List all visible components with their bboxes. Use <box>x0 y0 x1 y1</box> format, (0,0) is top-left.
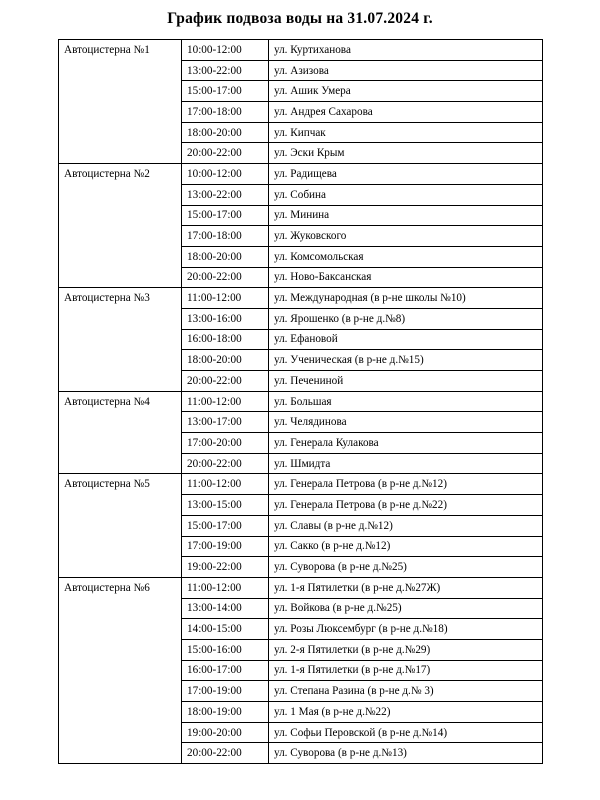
address-cell: ул. Эски Крым <box>269 143 543 164</box>
time-cell: 16:00-18:00 <box>182 329 269 350</box>
schedule-body <box>59 40 543 764</box>
time-cell: 15:00-17:00 <box>182 515 269 536</box>
time-cell: 10:00-12:00 <box>182 164 269 185</box>
address-cell: ул. Ученическая (в р-не д.№15) <box>269 350 543 371</box>
time-cell: 13:00-16:00 <box>182 308 269 329</box>
time-cell: 17:00-18:00 <box>182 226 269 247</box>
address-cell: ул. Комсомольская <box>269 246 543 267</box>
time-cell: 17:00-19:00 <box>182 681 269 702</box>
time-cell: 15:00-16:00 <box>182 639 269 660</box>
time-cell: 11:00-12:00 <box>182 577 269 598</box>
table-row <box>59 164 543 185</box>
time-cell: 18:00-19:00 <box>182 702 269 723</box>
table-row <box>59 40 543 61</box>
tanker-name-cell: Автоцистерна №3 <box>59 288 182 391</box>
tanker-name-cell: Автоцистерна №2 <box>59 164 182 288</box>
time-cell: 17:00-20:00 <box>182 433 269 454</box>
address-cell: ул. 1-я Пятилетки (в р-не д.№27Ж) <box>269 577 543 598</box>
time-cell: 20:00-22:00 <box>182 143 269 164</box>
tanker-name-cell: Автоцистерна №5 <box>59 474 182 577</box>
address-cell: ул. Челядинова <box>269 412 543 433</box>
table-row <box>59 474 543 495</box>
table-row <box>59 288 543 309</box>
table-row <box>59 577 543 598</box>
address-cell: ул. 1-я Пятилетки (в р-не д.№17) <box>269 660 543 681</box>
address-cell: ул. Жуковского <box>269 226 543 247</box>
tanker-name-cell: Автоцистерна №6 <box>59 577 182 763</box>
page-title: График подвоза воды на 31.07.2024 г. <box>167 10 433 27</box>
time-cell: 16:00-17:00 <box>182 660 269 681</box>
address-cell: ул. Генерала Петрова (в р-не д.№22) <box>269 495 543 516</box>
time-cell: 18:00-20:00 <box>182 246 269 267</box>
address-cell: ул. Ново-Баксанская <box>269 267 543 288</box>
address-cell: ул. Большая <box>269 391 543 412</box>
time-cell: 15:00-17:00 <box>182 205 269 226</box>
time-cell: 19:00-22:00 <box>182 557 269 578</box>
time-cell: 13:00-15:00 <box>182 495 269 516</box>
address-cell: ул. Азизова <box>269 60 543 81</box>
address-cell: ул. Генерала Кулакова <box>269 433 543 454</box>
table-row <box>59 391 543 412</box>
schedule-table <box>58 39 543 764</box>
address-cell: ул. Минина <box>269 205 543 226</box>
address-cell: ул. Ефановой <box>269 329 543 350</box>
address-cell: ул. Войкова (в р-не д.№25) <box>269 598 543 619</box>
address-cell: ул. Ярошенко (в р-не д.№8) <box>269 308 543 329</box>
time-cell: 13:00-22:00 <box>182 184 269 205</box>
time-cell: 14:00-15:00 <box>182 619 269 640</box>
address-cell: ул. Собина <box>269 184 543 205</box>
time-cell: 15:00-17:00 <box>182 81 269 102</box>
address-cell: ул. Кипчак <box>269 122 543 143</box>
time-cell: 11:00-12:00 <box>182 391 269 412</box>
time-cell: 20:00-22:00 <box>182 371 269 392</box>
time-cell: 19:00-20:00 <box>182 722 269 743</box>
address-cell: ул. Розы Люксембург (в р-не д.№18) <box>269 619 543 640</box>
time-cell: 20:00-22:00 <box>182 267 269 288</box>
time-cell: 18:00-20:00 <box>182 122 269 143</box>
time-cell: 11:00-12:00 <box>182 474 269 495</box>
address-cell: ул. Шмидта <box>269 453 543 474</box>
time-cell: 10:00-12:00 <box>182 40 269 61</box>
time-cell: 20:00-22:00 <box>182 453 269 474</box>
tanker-name-cell: Автоцистерна №1 <box>59 40 182 164</box>
address-cell: ул. Генерала Петрова (в р-не д.№12) <box>269 474 543 495</box>
address-cell: ул. Славы (в р-не д.№12) <box>269 515 543 536</box>
address-cell: ул. Степана Разина (в р-не д.№ 3) <box>269 681 543 702</box>
address-cell: ул. Радищева <box>269 164 543 185</box>
address-cell: ул. Суворова (в р-не д.№13) <box>269 743 543 764</box>
address-cell: ул. 1 Мая (в р-не д.№22) <box>269 702 543 723</box>
address-cell: ул. 2-я Пятилетки (в р-не д.№29) <box>269 639 543 660</box>
address-cell: ул. Сакко (в р-не д.№12) <box>269 536 543 557</box>
time-cell: 17:00-19:00 <box>182 536 269 557</box>
time-cell: 18:00-20:00 <box>182 350 269 371</box>
tanker-name-cell: Автоцистерна №4 <box>59 391 182 474</box>
time-cell: 13:00-22:00 <box>182 60 269 81</box>
address-cell: ул. Печениной <box>269 371 543 392</box>
address-cell: ул. Ашик Умера <box>269 81 543 102</box>
address-cell: ул. Суворова (в р-не д.№25) <box>269 557 543 578</box>
time-cell: 11:00-12:00 <box>182 288 269 309</box>
time-cell: 13:00-17:00 <box>182 412 269 433</box>
address-cell: ул. Софьи Перовской (в р-не д.№14) <box>269 722 543 743</box>
time-cell: 17:00-18:00 <box>182 102 269 123</box>
time-cell: 13:00-14:00 <box>182 598 269 619</box>
time-cell: 20:00-22:00 <box>182 743 269 764</box>
address-cell: ул. Куртиханова <box>269 40 543 61</box>
address-cell: ул. Андрея Сахарова <box>269 102 543 123</box>
address-cell: ул. Международная (в р-не школы №10) <box>269 288 543 309</box>
